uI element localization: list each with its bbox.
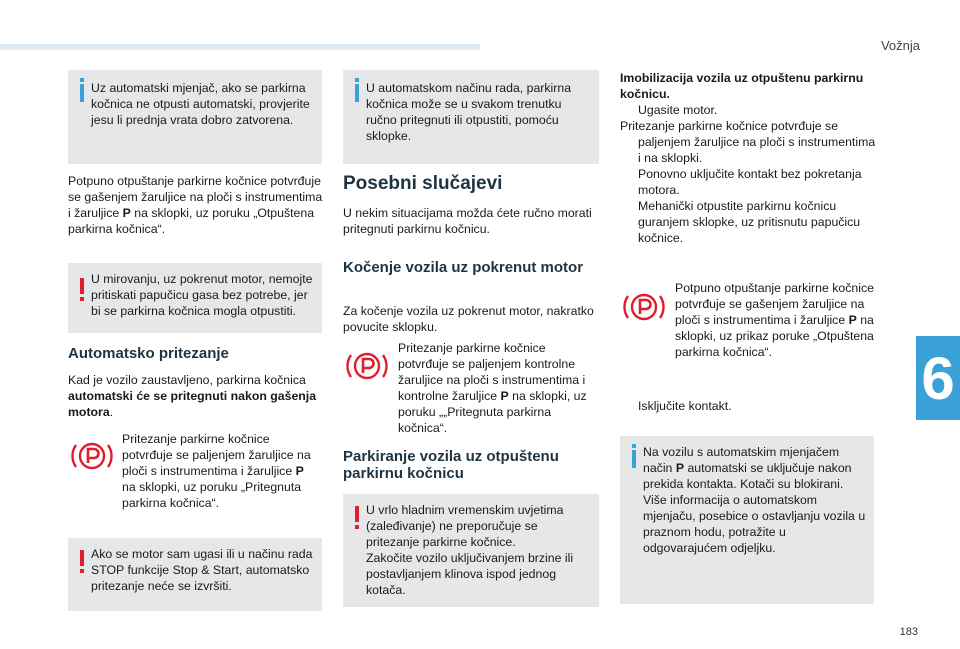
applied-confirmation (398, 340, 594, 436)
warning-box (68, 538, 322, 611)
release-paragraph (68, 173, 324, 237)
text: Potpuno otpuštanje parkirne kočnice potvrđuje se gašenjem žaruljice na ploči s instrumentima i žaruljice (68, 174, 323, 220)
release-confirmation (675, 280, 875, 360)
immobilization-block (620, 70, 880, 246)
text: Kad je vozilo zaustavljeno, parkirna kočnica (68, 373, 306, 387)
step-text: Ugasite motor. (638, 103, 718, 117)
info-icon (355, 84, 359, 102)
info-text: U automatskom načinu rada, parkirna kočnica može se u svakom trenutku ručno pritegnuti ili otpustiti, pomoću sklopke. (366, 81, 572, 143)
parking-brake-icon (622, 285, 666, 329)
step-item (620, 102, 880, 118)
warning-text: U mirovanju, uz pokrenut motor, nemojte pritiskati papučicu gasa bez potrebe, jer bi se parkirna kočnica mogla otpustiti. (91, 272, 313, 318)
chapter-tab: 6 (916, 336, 960, 420)
parking-brake-icon (70, 434, 114, 478)
text: na sklopki, uz poruku „„Pritegnuta parkirna kočnica“. (398, 389, 587, 435)
warning-icon (355, 506, 359, 522)
text: . (109, 405, 114, 419)
warning-icon (80, 550, 84, 566)
text: na sklopki, uz poruku „Otpuštena parkirna kočnica“. (68, 206, 315, 236)
applied-confirmation (122, 431, 314, 511)
warning-box (68, 263, 322, 333)
braking-paragraph: Za kočenje vozila uz pokrenut motor, nakratko povucite sklopku. (343, 304, 594, 334)
step-text: Isključite kontakt. (638, 399, 732, 413)
section-heading: Posebni slučajevi (343, 173, 503, 194)
warning-text: U vrlo hladnim vremenskim uvjetima (zaleđivanje) ne preporučuje se pritezanje parkirne kočnice. Zakočite vozilo uključivanjem brzine ili postavljanjem klinova ispod jednog kotača. (366, 503, 574, 597)
step-text: Ponovno uključite kontakt bez pokretanja motora. (638, 167, 862, 197)
parking-brake-icon (345, 344, 389, 388)
text-bold: P (848, 313, 857, 327)
step-item (620, 198, 880, 246)
text-bold: automatski će se pritegnuti nakon gašenja motora (68, 389, 317, 419)
text: Više informacija o automatskom mjenjaču, posebice o ostavljanju vozila u praznom hodu, potražite u odgovarajućem odjeljku. (643, 493, 866, 555)
text: na sklopki, uz prikaz poruke „Otpuštena parkirna kočnica“. (675, 313, 874, 359)
text: Pritezanje parkirne kočnice potvrđuje se paljenjem kontrolne žaruljice na ploči s instrumentima i kontrolne žaruljice (398, 341, 586, 403)
step-item (620, 398, 880, 414)
info-box (68, 70, 322, 164)
text: Na vozilu s automatskim mjenjačem način (643, 445, 840, 475)
auto-paragraph (68, 372, 324, 420)
info-text: Uz automatski mjenjač, ako se parkirna kočnica ne otpusti automatski, provjerite jesu li prednja vrata dobro zatvorena. (91, 81, 310, 127)
step-text: Mehanički otpustite parkirnu kočnicu guranjem sklopke, uz pritisnutu papučicu kočnice. (638, 199, 861, 245)
subsection-heading: Kočenje vozila uz pokrenut motor (343, 259, 584, 276)
info-icon (80, 84, 84, 102)
text-bold: P (500, 389, 509, 403)
text-bold: P (122, 206, 131, 220)
immobilization-heading: Imobilizacija vozila uz otpuštenu parkirnu kočnicu. (620, 71, 864, 101)
warning-box (343, 494, 599, 607)
subsection-heading: Parkiranje vozila uz otpuštenu parkirnu kočnicu (343, 448, 559, 482)
text-bold: P (675, 461, 685, 475)
section-heading: Automatsko pritezanje (68, 345, 229, 362)
text: Potpuno otpuštanje parkirne kočnice potvrđuje se gašenjem žaruljice na ploči s instrumentima i žaruljice (675, 281, 874, 327)
info-box (620, 436, 874, 604)
text: na sklopki, uz poruku „Pritegnuta parkirna kočnica“. (122, 480, 302, 510)
text: Pritezanje parkirne kočnice potvrđuje se paljenjem žaruljice na ploči s instrumentima i žaruljice (122, 432, 311, 478)
info-text (643, 444, 869, 556)
text: automatski se uključuje nakon prekida kontakta. Kotači su blokirani. (643, 461, 852, 491)
warning-icon (80, 278, 84, 294)
step-note: Pritezanje parkirne kočnice potvrđuje se paljenjem žaruljice na ploči s instrumentima i na sklopki. (620, 119, 876, 165)
section-title: Vožnja (880, 38, 920, 53)
step-item (620, 166, 880, 198)
warning-text: Ako se motor sam ugasi ili u načinu rada STOP funkcije Stop & Start, automatsko pritezanje neće se izvršiti. (91, 547, 313, 593)
text-bold: P (295, 464, 304, 478)
info-box (343, 70, 599, 164)
info-icon (632, 450, 636, 468)
header-bar (0, 44, 480, 50)
page-number: 183 (899, 626, 918, 638)
special-paragraph: U nekim situacijama možda ćete ručno morati pritegnuti parkirnu kočnicu. (343, 206, 592, 236)
